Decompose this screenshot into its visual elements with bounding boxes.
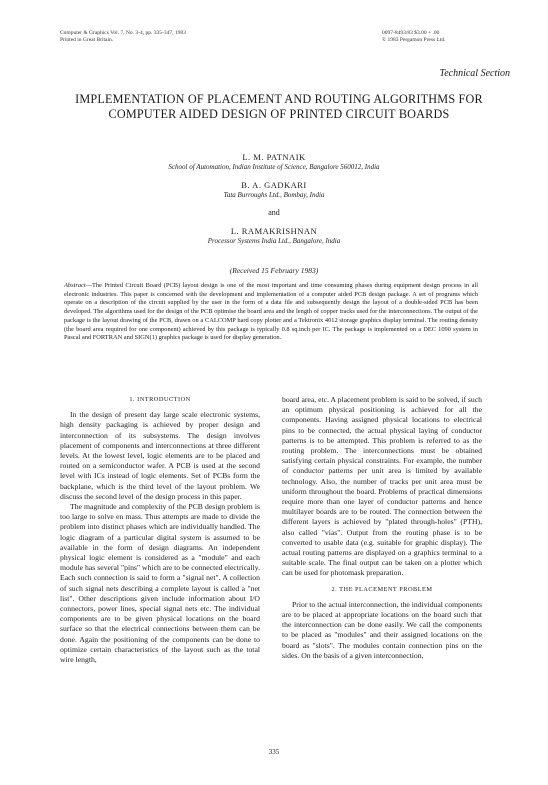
intro-heading: 1. INTRODUCTION — [129, 396, 191, 403]
abstract-text: —The Printed Circuit Board (PCB) layout design is one of the most important and time consuming phases during equipment design process in all electronic industries. This paper is concerned with the development and implementation of a computer aided PCB design package. A set of programs which operate on a description of the circuit supplied by the user in the form of a data file and subsequently design the layout of a double-sided PCB has been developed. The algorithms used for the design of the PCB optimise the board area and the length of copper tracks used for the interconnections. The output of the package is the layout drawing of the PCB, drawn on a CALCOMP hard copy plotter and a Tektronix 4012 storage graphics display terminal. The routing density (the board area required for one component) achieved by this package is typically 0.8 sq.inch per IC. The package is implemented on a DEC 1090 system in Pascal and FORTRAN and SIGN(1) graphics package is used for display generation. — [64, 282, 478, 342]
author-name: B. A. GADKARI — [241, 180, 307, 190]
author-affiliation: Tata Burroughs Ltd., Bombay, India — [223, 191, 325, 199]
left-column — [60, 395, 260, 665]
page-number: 335 — [268, 748, 280, 756]
placement-paragraph-1: Prior to the actual interconnection, the individual components are to be placed at appropriate locations on the board such that the interconnection can be done easily. We call the components to be placed as "modules" and their assigned locations on the board as "slots". The modules contain connection pins on the sides. On the basis of a given interconnection, — [282, 599, 483, 660]
intro-paragraph-continued: board area, etc. A placement problem is said to be solved, if such an optimum physical positioning is achieved for all the components. Having assigned physical locations to electrical pins to be connected, the actual physical laying of conductor patterns is to be attempted. This problem is referred to as the routing problem. The interconnections must be obtained satisfying certain physical constraints. For example, the number of conductor patterns per unit area is limited by available technology. Also, the number of tracks per unit area must be uniform throughout the board. Problems of practical dimensions require more than one layer of conductor patterns and hence multilayer boards are to be routed. The connection between the different layers is achieved by "plated through-holes" (PTH), also called "vias". Output from the routing phase is to be converted to usable data (e.g. suitable for graphic display). The actual routing patterns are displayed on a graphics terminal to a suitable scale. The final output can be taken on a plotter which can be used for photomask preparation. — [282, 395, 482, 578]
intro-paragraph-1: In the design of present day large scale electronic systems, high density packaging is achieved by proper design and interconnection of its subsystems. The design involves placement of components and interconnections at three different levels. At the lowest level, logic elements are to be placed and routed on a semiconductor wafer. A PCB is used at the second level with ICs instead of logic elements. Set of PCBs form the backplane, which is the third level of the layout problem. We discuss the second level of the design process in this paper. — [60, 410, 260, 501]
author-name: L. M. PATNAIK — [242, 152, 306, 162]
right-column — [282, 395, 482, 661]
author-affiliation: School of Automation, Indian Institute of Science, Bangalore 560012, India — [168, 163, 380, 171]
author-name: L. RAMAKRISHNAN — [230, 226, 318, 236]
and-separator: and — [268, 208, 280, 217]
received-date: (Received 15 February 1983) — [229, 266, 319, 275]
paper-title: IMPLEMENTATION OF PLACEMENT AND ROUTING ALGORITHMS FOR COMPUTER AIDED DESIGN OF PRINTED CIRCUIT BOARDS — [75, 92, 483, 121]
author-block-3 — [60, 226, 488, 246]
author-block-2 — [60, 180, 488, 200]
price-line-1: 0097-8493/83 $3.00 + .00 — [382, 30, 440, 36]
price-line-2: © 1983 Pergamon Press Ltd. — [382, 37, 446, 43]
abstract-lead: Abstract — [64, 282, 86, 289]
abstract — [64, 282, 478, 343]
section-label: Technical Section — [439, 68, 510, 79]
journal-line-2: Printed in Great Britain. — [60, 37, 114, 43]
journal-line-1: Computer & Graphics Vol. 7, No. 3-4, pp. 335-347, 1983 — [60, 30, 186, 36]
author-block-1 — [60, 152, 488, 172]
author-affiliation: Processor Systems India Ltd., Bangalore, India — [207, 237, 341, 245]
intro-paragraph-2: The magnitude and complexity of the PCB design problem is too large to solve en mass. Thus attempts are made to divide the problem into distinct phases which are individually handled. The logic diagram of a particular digital system is assumed to be available in the form of design diagrams. An independent physical logic element is considered as a "module" and each module has several "pins" which are to be connected electrically. Each such connection is said to form a "signal net". A collection of such signal nets describing a complete layout is called a "net list". Other descriptions given include information about I/O connectors, power lines, special signal nets etc. The individual components are to be given physical locations on the board surface so that the electrical connections between them can be done. Again the positioning of the components can be done to optimize certain characteristics of the layout such as the total wire length, — [60, 502, 260, 665]
journal-citation — [60, 30, 186, 44]
price-notice — [382, 30, 502, 44]
placement-heading: 2. THE PLACEMENT PROBLEM — [331, 585, 433, 593]
